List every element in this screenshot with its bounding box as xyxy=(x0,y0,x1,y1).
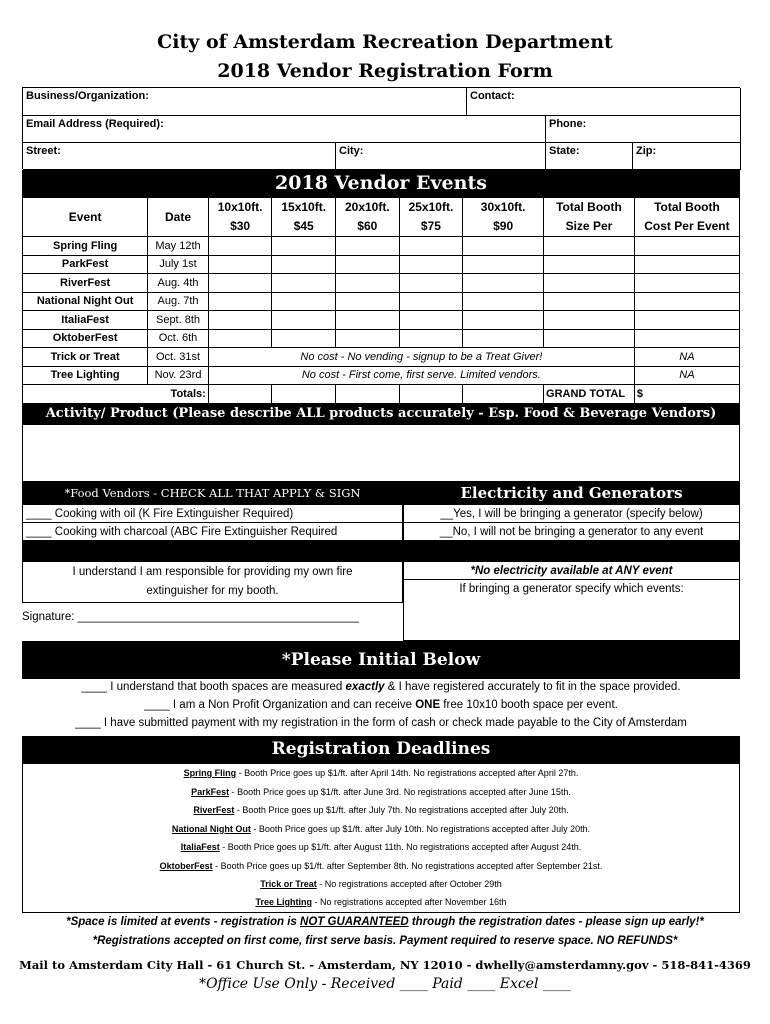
col-total-size: Total Booth Size Per xyxy=(544,198,635,237)
booth-20-cell[interactable] xyxy=(336,255,400,274)
col-20x10: 20x10ft. $60 xyxy=(336,198,400,237)
booth-25-cell[interactable] xyxy=(399,292,463,311)
total-cost-cell[interactable] xyxy=(634,329,739,348)
booth-20-cell[interactable] xyxy=(336,329,400,348)
activity-title: Activity/ Product (Please describe ALL products accurately - Esp. Food & Beverage Vendors) xyxy=(22,404,740,424)
generator-no-line[interactable]: __No, I will not be bringing a generator to any event xyxy=(403,522,740,541)
event-name: OktoberFest xyxy=(23,329,148,348)
contact-form xyxy=(22,87,740,169)
total-20-cell[interactable] xyxy=(336,385,400,404)
charcoal-checkbox-line[interactable]: ____ Cooking with charcoal (ABC Fire Extinguisher Required xyxy=(22,522,403,541)
event-name: Trick or Treat xyxy=(23,348,148,367)
total-cost-cell[interactable] xyxy=(634,311,739,330)
refund-note: *Registrations accepted on first come, first serve basis. Payment required to reserve space. NO REFUNDS* xyxy=(92,935,678,947)
booth-30-cell[interactable] xyxy=(463,292,544,311)
booth-15-cell[interactable] xyxy=(272,274,336,293)
booth-15-cell[interactable] xyxy=(272,311,336,330)
electricity-title: Electricity and Generators xyxy=(403,482,740,504)
booth-10-cell[interactable] xyxy=(208,237,272,256)
event-name: RiverFest xyxy=(23,274,148,293)
booth-15-cell[interactable] xyxy=(272,255,336,274)
booth-10-cell[interactable] xyxy=(208,274,272,293)
event-date: Nov. 23rd xyxy=(148,366,209,385)
total-size-cell[interactable] xyxy=(544,329,635,348)
event-row xyxy=(23,348,740,367)
total-size-cell[interactable] xyxy=(544,274,635,293)
event-note: No cost - No vending - signup to be a Treat Giver! xyxy=(208,348,634,367)
total-cost-cell[interactable] xyxy=(634,237,739,256)
grand-total-label: GRAND TOTAL xyxy=(544,385,635,404)
event-date: Oct. 6th xyxy=(148,329,209,348)
event-name: National Night Out xyxy=(23,292,148,311)
event-name: Spring Fling xyxy=(23,237,148,256)
deadline-item: National Night Out - Booth Price goes up $1/ft. after July 10th. No registrations accepted after July 20th. xyxy=(171,823,591,834)
deadlines-title: Registration Deadlines xyxy=(22,736,740,763)
booth-25-cell[interactable] xyxy=(399,255,463,274)
totals-row xyxy=(23,385,740,404)
booth-15-cell[interactable] xyxy=(272,329,336,348)
event-cost-na: NA xyxy=(634,348,739,367)
total-size-cell[interactable] xyxy=(544,237,635,256)
food-vendors-title: *Food Vendors - CHECK ALL THAT APPLY & SIGN xyxy=(22,482,403,504)
total-size-cell[interactable] xyxy=(544,311,635,330)
office-use-line: *Office Use Only - Received ____ Paid ____ Excel ____ xyxy=(199,976,571,992)
event-date: May 12th xyxy=(148,237,209,256)
email-field[interactable]: Email Address (Required): xyxy=(23,116,546,143)
booth-20-cell[interactable] xyxy=(336,237,400,256)
total-cost-cell[interactable] xyxy=(634,292,739,311)
events-header-row xyxy=(23,198,740,237)
electricity-divider xyxy=(403,541,740,561)
event-date: Oct. 31st xyxy=(148,348,209,367)
event-row xyxy=(23,329,740,348)
events-section-title: 2018 Vendor Events xyxy=(22,170,740,197)
total-cost-cell[interactable] xyxy=(634,255,739,274)
col-total-cost: Total Booth Cost Per Event xyxy=(634,198,739,237)
event-date: Sept. 8th xyxy=(148,311,209,330)
booth-10-cell[interactable] xyxy=(208,255,272,274)
booth-10-cell[interactable] xyxy=(208,292,272,311)
extinguisher-statement: I understand I am responsible for providing my own fire extinguisher for my booth. xyxy=(22,561,403,603)
oil-checkbox-line[interactable]: ____ Cooking with oil (K Fire Extinguisher Required) xyxy=(22,504,403,523)
space-limited-note: *Space is limited at events - registration is NOT GUARANTEED through the registration dates - please sign up early!* xyxy=(66,916,704,928)
booth-25-cell[interactable] xyxy=(399,311,463,330)
total-size-cell[interactable] xyxy=(544,255,635,274)
initial-title: *Please Initial Below xyxy=(22,641,740,679)
event-note: No cost - First come, first serve. Limited vendors. xyxy=(208,366,634,385)
activity-description-input[interactable] xyxy=(22,424,740,482)
deadline-item: Tree Lighting - No registrations accepted after November 16th xyxy=(255,897,507,907)
no-electricity-note: *No electricity available at ANY event xyxy=(403,561,740,580)
booth-15-cell[interactable] xyxy=(272,237,336,256)
deadline-item: ItaliaFest - Booth Price goes up $1/ft. after August 11th. No registrations accepted after August 24th. xyxy=(180,842,582,852)
grand-total-value[interactable]: $ xyxy=(634,385,739,404)
booth-15-cell[interactable] xyxy=(272,292,336,311)
event-row xyxy=(23,292,740,311)
col-event: Event xyxy=(23,198,148,237)
total-25-cell[interactable] xyxy=(399,385,463,404)
state-field[interactable]: State: xyxy=(546,143,633,170)
generator-yes-line[interactable]: __Yes, I will be bringing a generator (specify below) xyxy=(403,504,740,523)
booth-25-cell[interactable] xyxy=(399,274,463,293)
food-divider xyxy=(22,541,403,561)
booth-30-cell[interactable] xyxy=(463,311,544,330)
booth-30-cell[interactable] xyxy=(463,329,544,348)
total-10-cell[interactable] xyxy=(208,385,272,404)
events-table xyxy=(22,197,740,404)
page-title: City of Amsterdam Recreation Department xyxy=(157,31,613,53)
booth-25-cell[interactable] xyxy=(399,329,463,348)
col-25x10: 25x10ft. $75 xyxy=(399,198,463,237)
contact-field[interactable]: Contact: xyxy=(467,88,741,116)
generator-events-input[interactable]: If bringing a generator specify which events: xyxy=(403,579,740,641)
booth-30-cell[interactable] xyxy=(463,237,544,256)
mailing-address: Mail to Amsterdam City Hall - 61 Church St. - Amsterdam, NY 12010 - dwhelly@amsterdamny.gov - 518-841-4369 xyxy=(19,958,751,972)
event-name: ParkFest xyxy=(23,255,148,274)
event-date: Aug. 4th xyxy=(148,274,209,293)
booth-10-cell[interactable] xyxy=(208,329,272,348)
event-row xyxy=(23,366,740,385)
booth-20-cell[interactable] xyxy=(336,274,400,293)
city-field[interactable]: City: xyxy=(336,143,546,170)
deadline-item: RiverFest - Booth Price goes up $1/ft. after July 7th. No registrations accepted after July 20th. xyxy=(193,805,569,815)
zip-field[interactable]: Zip: xyxy=(633,143,741,170)
initial-line-measured[interactable]: ____ I understand that booth spaces are measured exactly & I have registered accurately to fit in the space provided. xyxy=(81,681,681,693)
col-30x10: 30x10ft. $90 xyxy=(463,198,544,237)
booth-10-cell[interactable] xyxy=(208,311,272,330)
event-row xyxy=(23,311,740,330)
col-10x10: 10x10ft. $30 xyxy=(208,198,272,237)
deadline-item: Trick or Treat - No registrations accepted after October 29th xyxy=(260,879,502,889)
event-date: Aug. 7th xyxy=(148,292,209,311)
street-field[interactable]: Street: xyxy=(23,143,336,170)
phone-field[interactable]: Phone: xyxy=(546,116,741,143)
deadline-item: Spring Fling - Booth Price goes up $1/ft. after April 14th. No registrations accepted after April 27th. xyxy=(183,768,579,778)
total-cost-cell[interactable] xyxy=(634,274,739,293)
initial-line-payment[interactable]: ____ I have submitted payment with my registration in the form of cash or check made payable to the City of Amsterdam xyxy=(75,717,687,729)
totals-label: Totals: xyxy=(23,385,209,404)
event-date: July 1st xyxy=(148,255,209,274)
booth-20-cell[interactable] xyxy=(336,311,400,330)
form-subtitle: 2018 Vendor Registration Form xyxy=(217,60,553,82)
business-field[interactable]: Business/Organization: xyxy=(23,88,467,116)
booth-30-cell[interactable] xyxy=(463,274,544,293)
deadline-item: OktoberFest - Booth Price goes up $1/ft. after September 8th. No registrations accepted after September 21st. xyxy=(159,860,603,871)
total-size-cell[interactable] xyxy=(544,292,635,311)
event-name: ItaliaFest xyxy=(23,311,148,330)
event-name: Tree Lighting xyxy=(23,366,148,385)
signature-line[interactable]: Signature: ____________________________________________ xyxy=(22,611,360,623)
col-15x10: 15x10ft. $45 xyxy=(272,198,336,237)
event-row xyxy=(23,274,740,293)
deadlines-box xyxy=(22,763,740,913)
col-date: Date xyxy=(148,198,209,237)
event-row xyxy=(23,237,740,256)
booth-25-cell[interactable] xyxy=(399,237,463,256)
deadline-item: ParkFest - Booth Price goes up $1/ft. after June 3rd. No registrations accepted after June 15th. xyxy=(191,786,571,797)
total-15-cell[interactable] xyxy=(272,385,336,404)
initial-line-nonprofit[interactable]: ____ I am a Non Profit Organization and can receive ONE free 10x10 booth space per event. xyxy=(144,699,618,711)
booth-30-cell[interactable] xyxy=(463,255,544,274)
event-row xyxy=(23,255,740,274)
total-30-cell[interactable] xyxy=(463,385,544,404)
event-cost-na: NA xyxy=(634,366,739,385)
booth-20-cell[interactable] xyxy=(336,292,400,311)
